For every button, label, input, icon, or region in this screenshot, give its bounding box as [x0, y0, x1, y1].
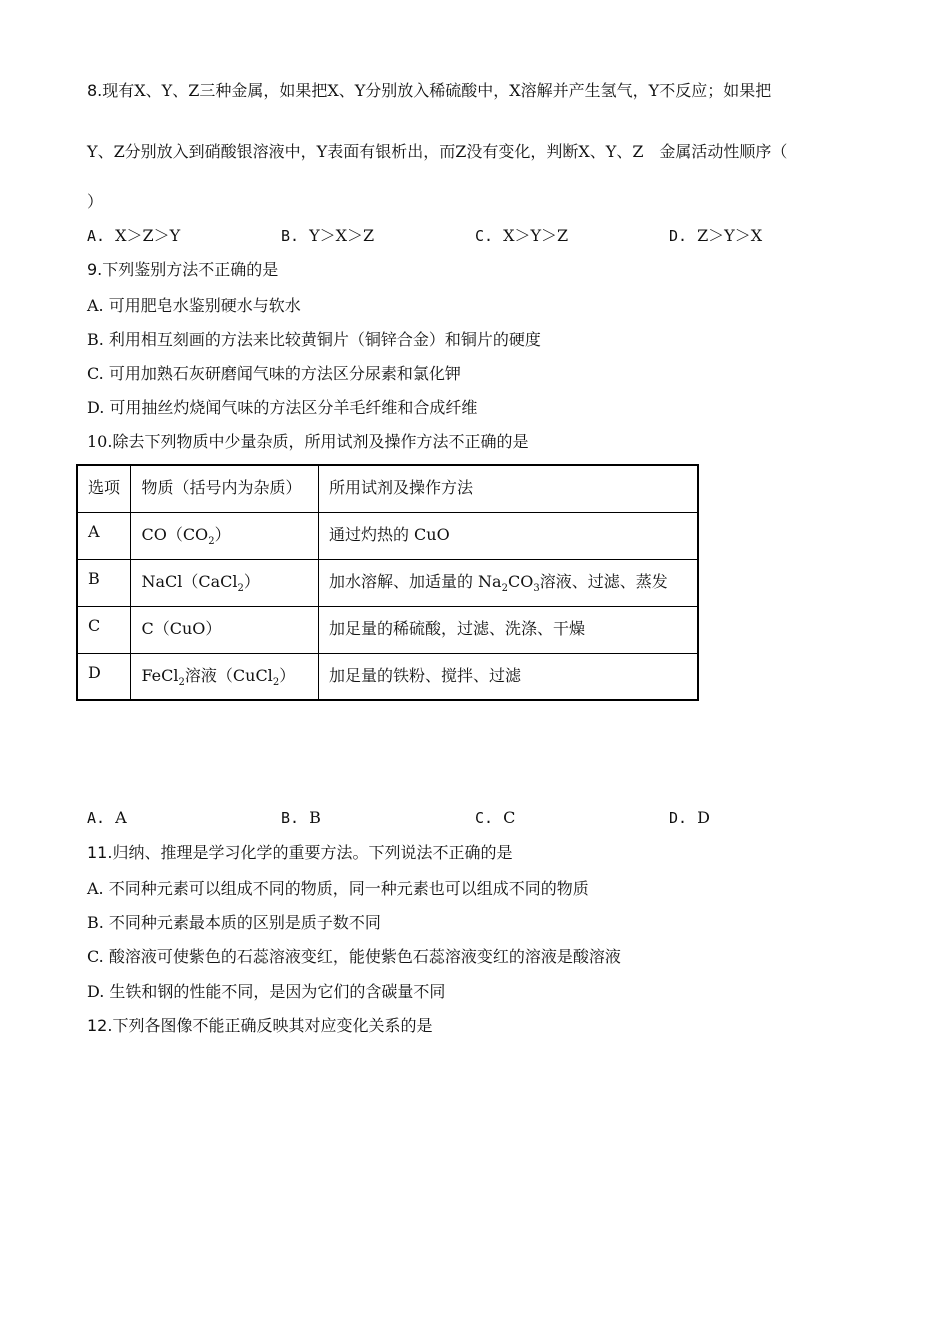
table-cell-option: B [77, 559, 131, 606]
table-row [77, 653, 698, 700]
table-header-cell: 选项 [77, 465, 131, 512]
table-cell-substance: NaCl（CaCl$_2$） [131, 559, 319, 606]
q9-option-a[interactable]: A. 可用肥皂水鉴别硬水与软水 [87, 296, 301, 315]
table-cell-substance: C（CuO） [131, 606, 319, 653]
q8-line1 [87, 81, 771, 101]
q10-option-c[interactable]: C. C [475, 808, 516, 827]
table-header-cell: 物质（括号内为杂质） [131, 465, 319, 512]
table-cell-method: 加足量的稀硫酸，过滤、洗涤、干燥 [318, 606, 698, 653]
q10-number: 10. [87, 432, 113, 451]
q8-stem-part1: 现有X、Y、Z三种金属，如果把X、Y分别放入稀硫酸中，X溶解并产生氢气，Y不反应；如果把 [102, 81, 772, 100]
table-header-cell: 所用试剂及操作方法 [318, 465, 698, 512]
q8-options [87, 226, 867, 246]
q8-option-d[interactable]: D. Z＞Y＞X [669, 226, 763, 245]
table-row [77, 512, 698, 559]
q8-option-c[interactable]: C. X＞Y＞Z [475, 226, 569, 245]
q10-options [87, 808, 867, 828]
table-row [77, 559, 698, 606]
table-cell-method: 通过灼热的 CuO [318, 512, 698, 559]
q10-option-a[interactable]: A. A [87, 808, 127, 827]
q8-stem-part3: ） [87, 192, 104, 211]
q12-stem: 12.下列各图像不能正确反映其对应变化关系的是 [87, 1016, 433, 1035]
table-header-row [77, 465, 698, 512]
table-cell-method: 加水溶解、加适量的 $Na_2CO_3$溶液、过滤、蒸发 [318, 559, 698, 606]
q10-option-b[interactable]: B. B [281, 808, 321, 827]
q9-number: 9. [87, 260, 103, 279]
q8-number: 8. [87, 81, 103, 100]
q11-number: 11. [87, 843, 113, 862]
q11-option-a[interactable]: A. 不同种元素可以组成不同的物质，同一种元素也可以组成不同的物质 [87, 879, 589, 898]
q9-option-b[interactable]: B. 利用相互刻画的方法来比较黄铜片（铜锌合金）和铜片的硬度 [87, 330, 541, 349]
table-cell-substance: FeCl$_2$溶液（CuCl$_2$） [131, 653, 319, 700]
q12-number: 12. [87, 1016, 113, 1035]
table-cell-option: C [77, 606, 131, 653]
table-cell-option: D [77, 653, 131, 700]
q9-option-d[interactable]: D. 可用抽丝灼烧闻气味的方法区分羊毛纤维和合成纤维 [87, 398, 478, 417]
q10-option-d[interactable]: D. D [669, 808, 710, 827]
q11-option-b[interactable]: B. 不同种元素最本质的区别是质子数不同 [87, 913, 381, 932]
q9-stem: 9.下列鉴别方法不正确的是 [87, 260, 279, 279]
table-cell-method: 加足量的铁粉、搅拌、过滤 [318, 653, 698, 700]
q8-stem-part2: Y、Z分别放入到硝酸银溶液中，Y表面有银析出，而Z没有变化，判断X、Y、Z 金属活动性顺序（ [87, 142, 788, 161]
q9-option-c[interactable]: C. 可用加熟石灰研磨闻气味的方法区分尿素和氯化钾 [87, 364, 461, 383]
q8-option-a[interactable]: A. X＞Z＞Y [87, 226, 181, 245]
table-cell-substance: $CO(CO_2)$ [131, 512, 319, 559]
q11-stem: 11.归纳、推理是学习化学的重要方法。下列说法不正确的是 [87, 843, 513, 862]
q10-table [76, 464, 699, 701]
q11-option-d[interactable]: D. 生铁和钢的性能不同，是因为它们的含碳量不同 [87, 982, 446, 1001]
table-cell-option: A [77, 512, 131, 559]
q8-option-b[interactable]: B. Y＞X＞Z [281, 226, 375, 245]
q11-option-c[interactable]: C. 酸溶液可使紫色的石蕊溶液变红，能使紫色石蕊溶液变红的溶液是酸溶液 [87, 947, 621, 966]
q10-stem: 10.除去下列物质中少量杂质，所用试剂及操作方法不正确的是 [87, 432, 529, 451]
table-row [77, 606, 698, 653]
